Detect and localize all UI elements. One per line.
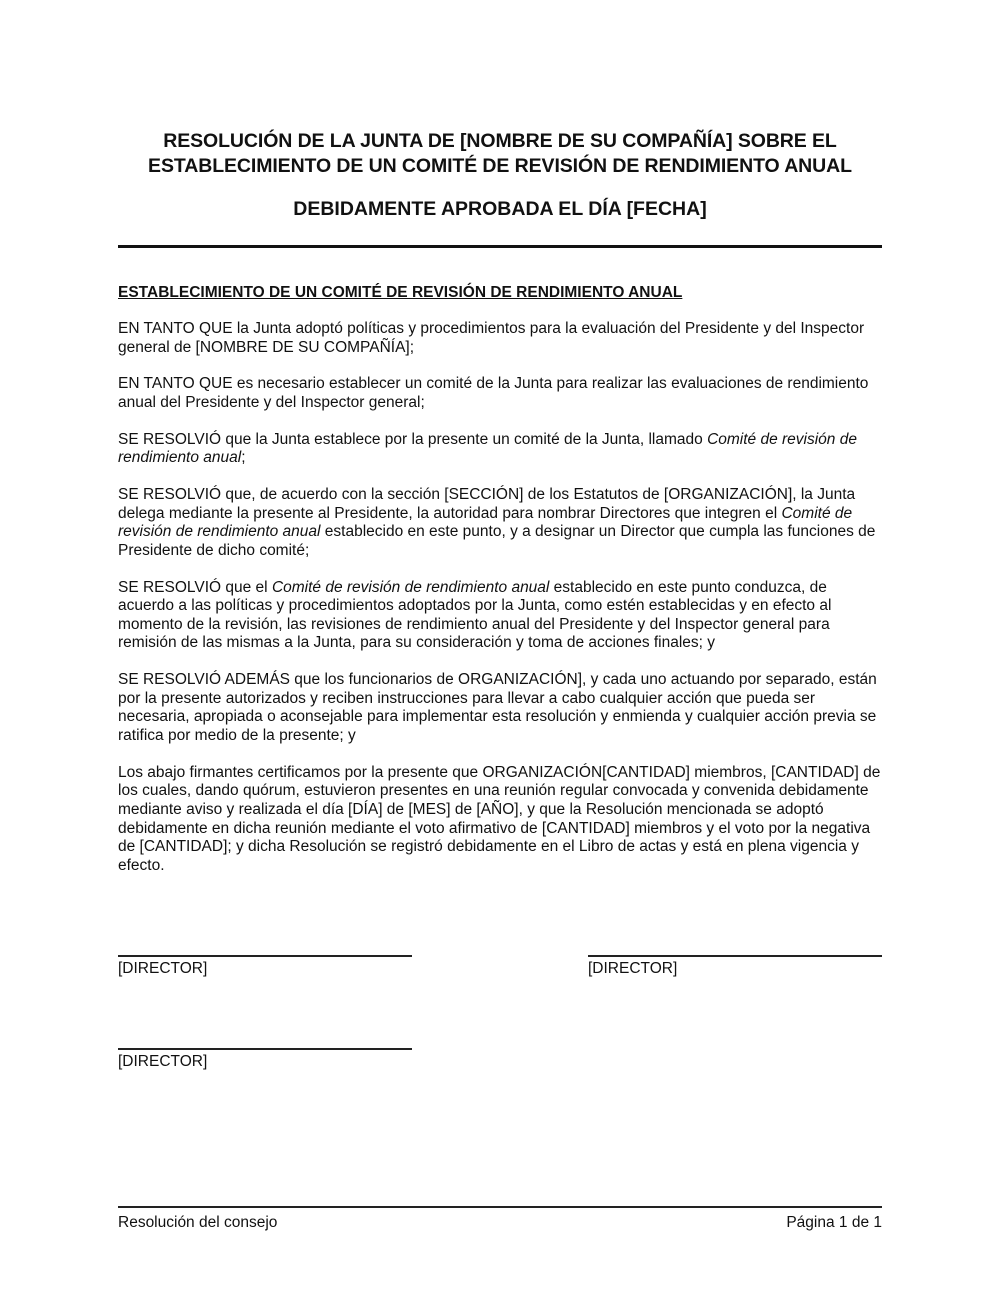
- document-page: [118, 0, 882, 1290]
- committee-name-italic: Comité de revisión de rendimiento anual: [118, 430, 857, 467]
- signature-line: [588, 955, 882, 957]
- signature-label: [DIRECTOR]: [118, 959, 208, 977]
- paragraph-resolved-1: [118, 431, 882, 468]
- paragraph-resolved-further: SE RESOLVIÓ ADEMÁS que los funcionarios de ORGANIZACIÓN], y cada uno actuando por separado, están por la presente autorizados y reciben instrucciones para llevar a cabo cualquier acción que pueda ser necesaria, apropiada o aconsejable para implementar esta resolución y enmienda y cualquier acción previa se ratifica por medio de la presente; y: [118, 671, 877, 745]
- signature-label: [DIRECTOR]: [118, 1052, 208, 1070]
- document-title: [118, 129, 882, 179]
- text: SE RESOLVIÓ que el: [118, 578, 272, 596]
- signature-block-3: [118, 1048, 412, 1071]
- text: SE RESOLVIÓ que, de acuerdo con la sección [SECCIÓN] de los Estatutos de [ORGANIZACIÓN], la Junta delega mediante la presente al Presidente, la autoridad para nombrar Directores que integren el: [118, 486, 856, 522]
- paragraph-certification: Los abajo firmantes certificamos por la presente que ORGANIZACIÓN[CANTIDAD] miembros, [CANTIDAD] de los cuales, dando quórum, estuvieron presentes en una reunión regular convocada y convenida debidamente mediante aviso y realizada el día [DÍA] de [MES] de [AÑO], y que la Resolución mencionada se adoptó debidamente en dicha reunión mediante el voto afirmativo de [CANTIDAD] miembros y el voto por la negativa de [CANTIDAD]; y dicha Resolución se registró debidamente en el Libro de actas y está en plena vigencia y efecto.: [118, 763, 881, 874]
- footer-divider: [118, 1206, 882, 1208]
- document-subtitle: DEBIDAMENTE APROBADA EL DÍA [FECHA]: [293, 198, 707, 220]
- signature-block-2: [588, 955, 882, 978]
- paragraph-resolved-3: [118, 579, 882, 653]
- text: SE RESOLVIÓ que la Junta establece por la presente un comité de la Junta, llamado: [118, 430, 708, 448]
- paragraph-whereas-1: EN TANTO QUE la Junta adoptó políticas y procedimientos para la evaluación del Presidente y del Inspector general de [NOMBRE DE SU COMPAÑÍA];: [118, 320, 865, 356]
- paragraph-resolved-2: [118, 486, 882, 560]
- paragraph-whereas-2: EN TANTO QUE es necesario establecer un comité de la Junta para realizar las evaluaciones de rendimiento anual del Presidente y del Inspector general;: [118, 375, 869, 411]
- title-line-1: RESOLUCIÓN DE LA JUNTA DE [NOMBRE DE SU COMPAÑÍA] SOBRE EL: [163, 130, 837, 152]
- committee-name-italic: Comité de revisión de rendimiento anual: [118, 504, 853, 541]
- signature-line: [118, 1048, 412, 1050]
- document-body: [118, 320, 882, 894]
- text: ;: [241, 449, 246, 467]
- header-divider: [118, 245, 882, 248]
- text: establecido en este punto, y a designar un Director que cumpla las funciones de Presidente de dicho comité;: [118, 523, 876, 559]
- title-line-2: ESTABLECIMIENTO DE UN COMITÉ DE REVISIÓN DE RENDIMIENTO ANUAL: [148, 155, 852, 177]
- signature-line: [118, 955, 412, 957]
- text: establecido en este punto conduzca, de acuerdo a las políticas y procedimientos adoptados por la Junta, como estén establecidas y en efecto al momento de la revisión, las revisiones de rendimiento anual del Presidente y del Inspector general para remisión de las mismas a la Junta, para su consideración y toma de acciones finales; y: [118, 578, 832, 652]
- signature-block-1: [118, 955, 412, 978]
- committee-name-italic: Comité de revisión de rendimiento anual: [271, 578, 550, 596]
- footer-title: Resolución del consejo: [118, 1214, 278, 1231]
- signature-label: [DIRECTOR]: [588, 959, 678, 977]
- section-heading: ESTABLECIMIENTO DE UN COMITÉ DE REVISIÓN DE RENDIMIENTO ANUAL: [118, 284, 683, 301]
- page-number: Página 1 de 1: [786, 1214, 882, 1231]
